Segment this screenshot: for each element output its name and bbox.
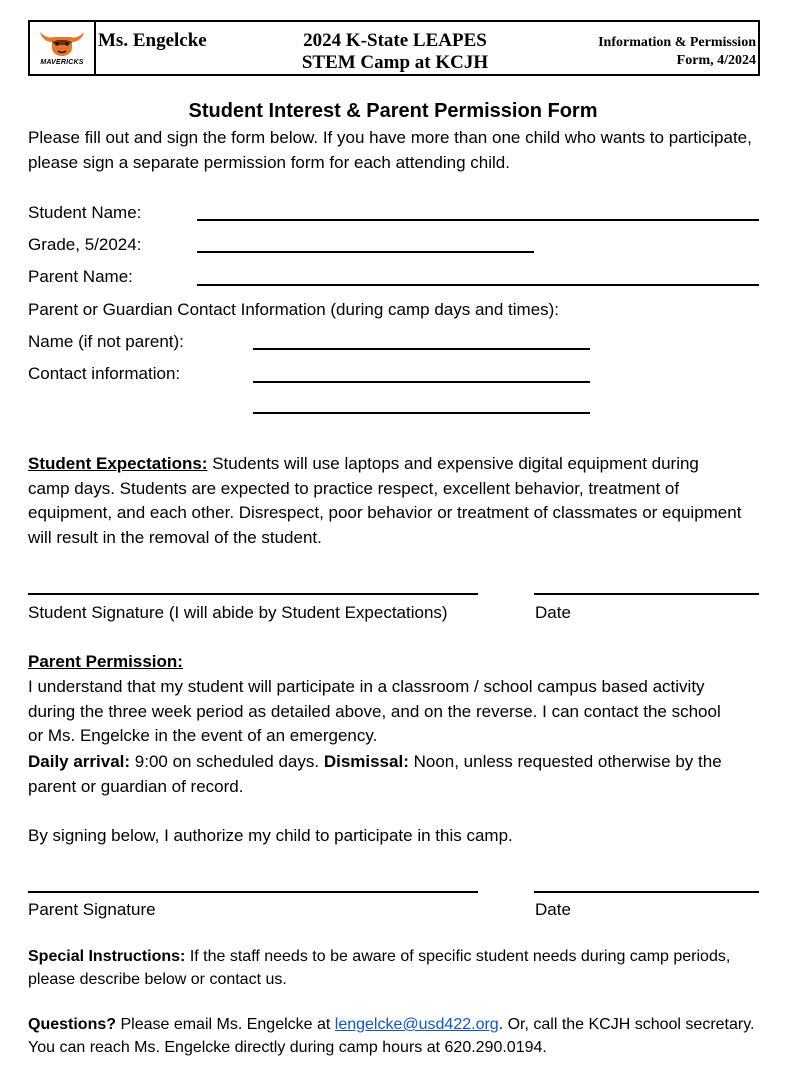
special-text: If the staff needs to be aware of specific student needs during camp periods, please describe below or contact us. [28, 948, 731, 988]
grade-line[interactable] [197, 251, 534, 253]
questions [28, 1013, 768, 1059]
intro-text: Please fill out and sign the form below. If you have more than one child who wants to participate, please sign a separate permission form for each attending child. [28, 128, 752, 172]
logo-text: MAVERICKS [40, 59, 84, 66]
student-signature-line[interactable] [28, 593, 478, 595]
dismissal-text: Noon, unless requested otherwise by the parent or guardian of record. [28, 752, 722, 796]
student-signature-label: Student Signature (I will abide by Student Expectations) [28, 603, 448, 622]
logo [30, 22, 96, 74]
contact-info-label: Contact information: [28, 364, 181, 383]
header-box [28, 20, 760, 76]
questions-text-before: Please email Ms. Engelcke at [116, 1016, 335, 1033]
parent-name-label: Parent Name: [28, 267, 133, 286]
form-id [598, 34, 756, 70]
parent-permission-heading: Parent Permission: [28, 652, 183, 671]
special-instructions [28, 945, 743, 991]
dismissal-label: Dismissal: [323, 752, 409, 771]
parent-signature-label: Parent Signature [28, 900, 156, 919]
parent-date-line[interactable] [534, 891, 759, 893]
authorize-text: By signing below, I authorize my child to participate in this camp. [28, 826, 513, 845]
arrival-text: 9:00 on scheduled days. [130, 752, 324, 771]
student-date-line[interactable] [534, 593, 759, 595]
parent-signature-line[interactable] [28, 891, 478, 893]
email-link[interactable]: lengelcke@usd422.org [334, 1016, 499, 1033]
student-date-label: Date [535, 603, 571, 622]
teacher-name: Ms. Engelcke [98, 30, 207, 51]
name-not-parent-label: Name (if not parent): [28, 332, 184, 351]
parent-name-line[interactable] [197, 284, 759, 286]
camp-title [290, 30, 500, 74]
arrival-label: Daily arrival: [28, 752, 131, 771]
camp-title-line1: 2024 K-State LEAPES [303, 30, 487, 51]
arrival-dismissal [28, 750, 763, 799]
camp-title-line2: STEM Camp at KCJH [301, 52, 489, 73]
name-not-parent-line[interactable] [253, 348, 590, 350]
form-id-line1: Information & Permission [598, 35, 756, 50]
parent-date-label: Date [535, 900, 571, 919]
contact-info-line-1[interactable] [253, 381, 590, 383]
special-heading: Special Instructions: [28, 948, 186, 965]
contact-info-line-2[interactable] [253, 412, 590, 414]
permission-text: I understand that my student will participate in a classroom / school campus based activity during the three week period as detailed above, and on the reverse. I can contact the school or Ms. Engelcke in the event of an emergency. [28, 677, 721, 745]
questions-text-after: . Or, call the KCJH school secretary. You can reach Ms. Engelcke directly during camp hours at 620.290.0194. [28, 1016, 755, 1056]
expectations-text: Students will use laptops and expensive digital equipment during camp days. Students are expected to practice respect, excellent behavior, treatment of equipment, and each other. Disrespect, poor behavior or treatment of classmates or equipment will result in the removal of the student. [28, 454, 742, 547]
student-name-label: Student Name: [28, 203, 142, 222]
student-expectations [28, 452, 743, 550]
form-id-line2: Form, 4/2024 [676, 53, 756, 68]
expectations-heading: Student Expectations: [28, 454, 208, 473]
questions-heading: Questions? [28, 1016, 117, 1033]
contact-heading: Parent or Guardian Contact Information (during camp days and times): [28, 300, 560, 319]
bull-logo-icon [38, 28, 86, 58]
student-name-line[interactable] [197, 219, 759, 221]
grade-label: Grade, 5/2024: [28, 235, 142, 254]
page-title: Student Interest & Parent Permission Form [188, 100, 598, 122]
